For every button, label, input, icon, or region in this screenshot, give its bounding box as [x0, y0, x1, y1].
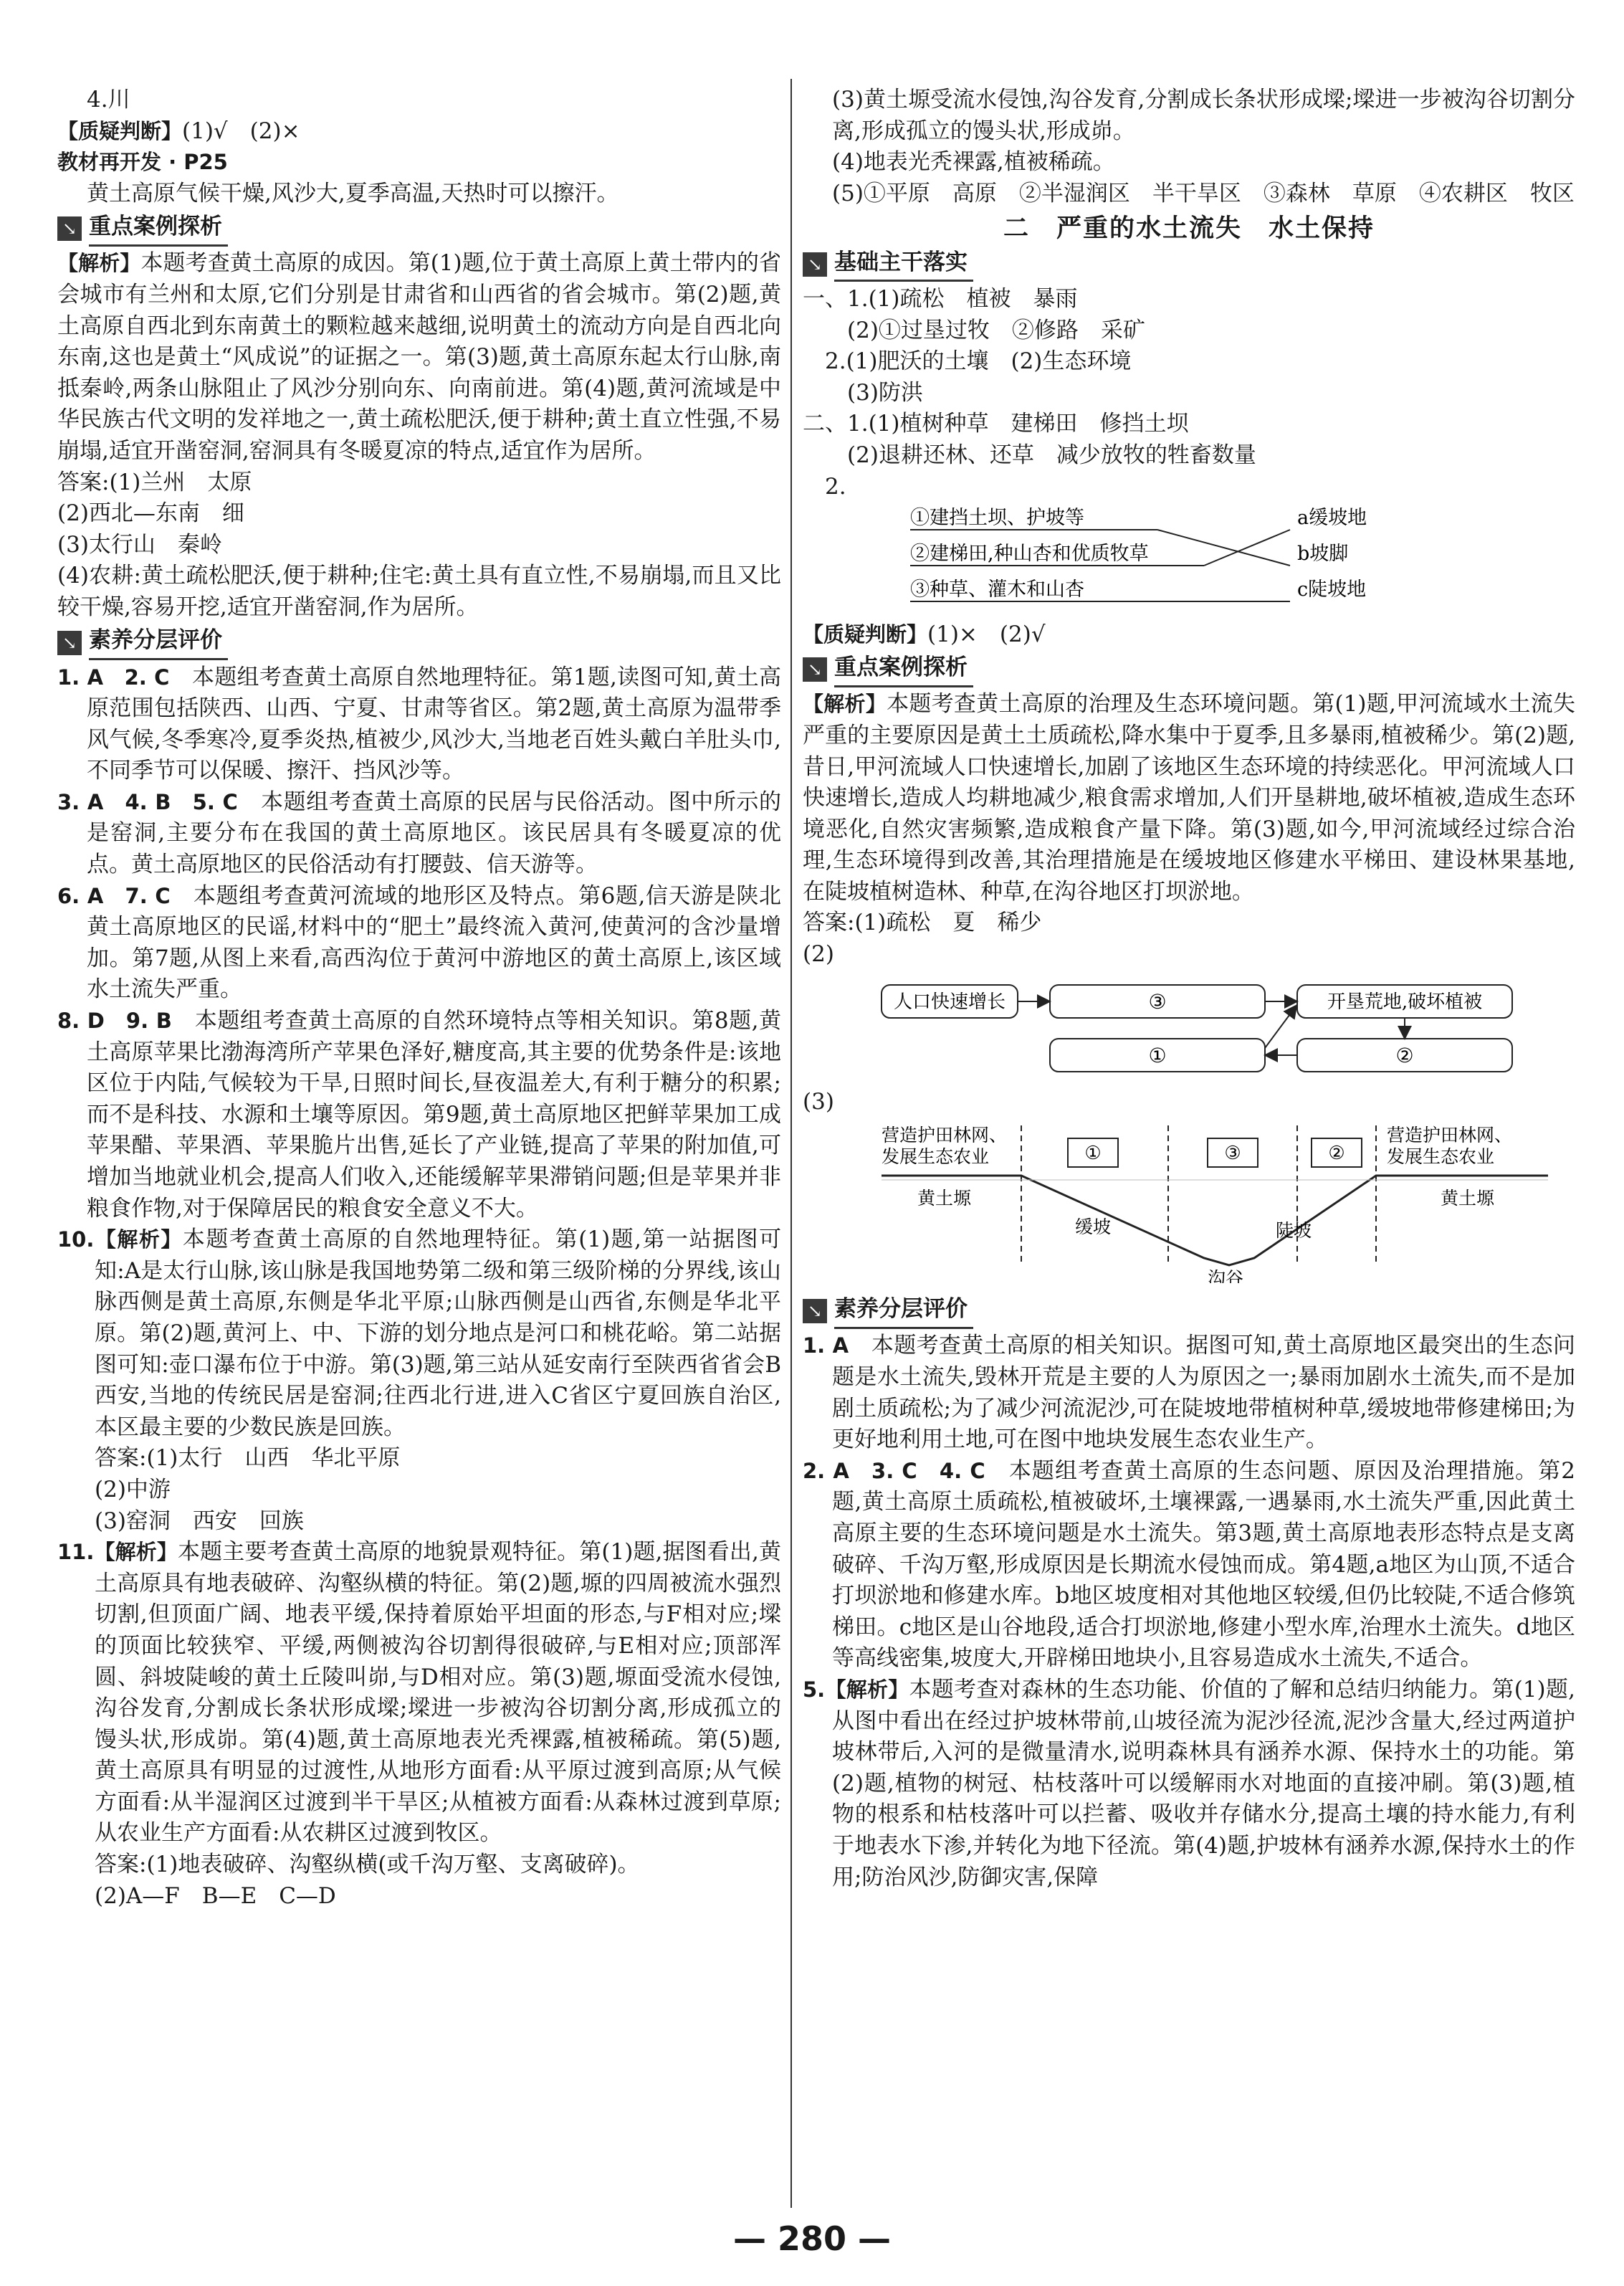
chevron-icon: ↘	[803, 657, 827, 682]
question-group: 8. D 9. B 本题组考查黄土高原的自然环境特点等相关知识。第8题,黄土高原苹果比渤海湾所产苹果色泽好,糖度高,其主要的优势条件是:该地区位于内陆,气候较为干旱,日照时间长,昼夜温差大,有利于糖分的积累;而不是科技、水源和土壤等原因。第9题,黄土高原地区把鲜苹果加工成苹果醋、苹果酒、苹果脆片出售,延长了产业链,提高了苹果的附加值,可增加当地就业机会,提高人们收入,还能缓解苹果滞销问题;但是苹果并非粮食作物,对于保障居民的粮食安全意义不大。	[57, 1008, 781, 1221]
profile-right-label-2: 发展生态农业	[1387, 1146, 1495, 1167]
textbook-line: 教材再开发 · P25	[57, 150, 228, 175]
answer-line: (2)西北—东南 细	[57, 500, 244, 527]
chevron-icon: ↘	[803, 252, 827, 277]
chevron-icon: ↘	[57, 631, 82, 655]
left-column	[57, 85, 781, 1912]
basic-line: 2.	[825, 473, 846, 500]
question-group: 6. A 7. C 本题组考查黄河流域的地形区及特点。第6题,信天游是陕北黄土高原地区的民谣,材料中的“肥土”最终流入黄河,使黄河的含沙量增加。第7题,从图上来看,高西沟位于黄河中游地区的黄土高原上,该区域水土流失严重。	[57, 882, 781, 1003]
section-header: ↘ 重点案例探析	[803, 653, 1575, 686]
matching-diagram	[803, 503, 1575, 610]
answer-line: (3)太行山 秦岭	[57, 531, 222, 558]
question-s5: 5.【解析】本题考查对森林的生态功能、价值的了解和总结归纳能力。第(1)题,从图中看出在经过护坡林带前,山坡径流为泥沙径流,泥沙含量大,经过两道护坡林带后,入河的是微量清水,说明森林具有涵养水源、保持水土的功能。第(2)题,植物的树冠、枯枝落叶可以缓解雨水对地面的直接冲刷。第(3)题,植物的根系和枯枝落叶可以拦蓄、吸收并存储水分,提高土壤的持水能力,有利于地表水下渗,并转化为地下径流。第(4)题,护坡林有涵养水源,保持水土的作用;防治风沙,防御灾害,保障	[803, 1676, 1575, 1890]
section-header: ↘ 重点案例探析	[57, 212, 781, 245]
profile-valley: 沟谷	[1208, 1267, 1244, 1283]
basic-line: (3)防洪	[847, 379, 923, 406]
profile-steep: 陡坡	[1276, 1219, 1312, 1241]
basic-line: (2)①过垦过牧 ②修路 采矿	[847, 317, 1145, 343]
answer-line: (3)窑洞 西安 回族	[95, 1508, 304, 1534]
basic-line: 二、1.(1)植树种草 建梯田 修挡土坝	[803, 411, 1189, 437]
textbook-answer: 黄土高原气候干燥,风沙大,夏季高温,天热时可以擦汗。	[87, 180, 619, 206]
basic-line: (2)退耕还林、还草 减少放牧的牲畜数量	[847, 442, 1256, 468]
section-header: ↘ 基础主干落实	[803, 248, 1575, 281]
profile-gentle: 缓坡	[1075, 1216, 1112, 1237]
answer-line: (2)中游	[95, 1476, 171, 1502]
section-header: ↘ 素养分层评价	[803, 1295, 1575, 1328]
profile-left-label-2: 发展生态农业	[882, 1146, 990, 1167]
match-right-3: c陡坡地	[1297, 578, 1367, 601]
answer-line: 答案:(1)疏松 夏 稀少	[803, 910, 1042, 936]
profile-right-label-1: 营造护田林网、	[1387, 1124, 1513, 1146]
question-s1: 1. A 本题考查黄土高原的相关知识。据图可知,黄土高原地区最突出的生态问题是水土流失,毁林开荒是主要的人为原因之一;暴雨加剧水土流失,而不是加剧土质疏松;为了减少河流泥沙,可在陡坡地带植树种草,缓坡地带修建梯田;为更好地利用土地,可在图中地块发展生态农业生产。	[803, 1333, 1575, 1453]
answer-line: 答案:(1)太行 山西 华北平原	[95, 1445, 401, 1472]
flow-diagram	[803, 971, 1575, 1078]
analysis-2: 【解析】本题考查黄土高原的治理及生态环境问题。第(1)题,甲河流域水土流失严重的主要原因是黄土土质疏松,降水集中于夏季,且多暴雨,植被稀少。第(2)题,昔日,甲河流域人口快速增长,加剧了该地区生态环境的持续恶化。甲河流域人口快速增长,造成人均耕地减少,粮食需求增加,人们开垦耕地,破坏植被,造成生态环境恶化,自然灾害频繁,造成粮食产量下降。第(3)题,如今,甲河流域经过综合治理,生态环境得到改善,其治理措施是在缓坡地区修建水平梯田、建设林果基地,在陡坡植树造林、种草,在沟谷地区打坝淤地。	[803, 691, 1575, 905]
answer-line: 答案:(1)兰州 太原	[57, 469, 252, 495]
basic-line: 2.(1)肥沃的土壤 (2)生态环境	[825, 348, 1132, 375]
column-divider	[790, 79, 792, 2208]
question-s2: 2. A 3. C 4. C 本题组考查黄土高原的生态问题、原因及治理措施。第2题,黄土高原土质疏松,植被破坏,土壤裸露,一遇暴雨,水土流失严重,因此黄土高原主要的生态环境问题是水土流失。第3题,黄土高原地表形态特点是支离破碎、千沟万壑,形成原因是长期流水侵蚀而成。第4题,a地区为山顶,不适合打坝淤地和修建水库。b地区坡度相对其他地区较缓,但仍比较陡,不适合修筑梯田。c地区是山谷地段,适合打坝淤地,修建小型水库,治理水土流失。d地区等高线密集,坡度大,开辟梯田地块小,且容易造成水土流失,不适合。	[803, 1457, 1575, 1672]
answer-line: (3)	[803, 1089, 834, 1115]
chevron-icon: ↘	[57, 216, 82, 241]
match-left-3: ③种草、灌木和山杏	[910, 578, 1084, 601]
r3: (5)①平原 高原 ②半湿润区 半干旱区 ③森林 草原 ④农耕区 牧区	[832, 180, 1575, 206]
flow-box-2: ②	[1395, 1043, 1414, 1067]
answer-line: 答案:(1)地表破碎、沟壑纵横(或千沟万壑、支离破碎)。	[95, 1852, 640, 1878]
question-10: 10.【解析】本题考查黄土高原的自然地理特征。第(1)题,第一站据图可知:A是太行山脉,该山脉是我国地势第二级和第三级阶梯的分界线,该山脉西侧是黄土高原,东侧是华北平原;山脉西侧是山西省,东侧是华北平原。第(2)题,黄河上、中、下游的划分地点是河口和桃花峪。第二站据图可知:壶口瀑布位于中游。第(3)题,第三站从延安南行至陕西省省会B西安,当地的传统民居是窑洞;往西北行进,进入C省区宁夏回族自治区,本区最主要的少数民族是回族。	[57, 1227, 782, 1440]
profile-left-label-1: 营造护田林网、	[882, 1124, 1008, 1146]
match-right-1: a缓坡地	[1297, 507, 1367, 530]
answer-line: (4)农耕:黄土疏松肥沃,便于耕种;住宅:黄土具有直立性,不易崩塌,而且又比较干燥,容易开挖,适宜开凿窑洞,作为居所。	[57, 563, 781, 620]
flow-start: 人口快速增长	[893, 991, 1006, 1013]
profile-diagram	[803, 1118, 1575, 1283]
match-left-1: ①建挡土坝、护坡等	[910, 507, 1084, 530]
flow-reclaim: 开垦荒地,破坏植被	[1327, 991, 1483, 1013]
answer-line: (2)	[803, 941, 834, 968]
profile-box-1: ①	[1084, 1142, 1102, 1164]
chevron-icon: ↘	[803, 1299, 827, 1323]
subsection-title: 二 严重的水土流失 水土保持	[1003, 214, 1375, 244]
right-column	[803, 85, 1575, 1893]
profile-yuan-right: 黄土塬	[1441, 1187, 1495, 1209]
match-left-2: ②建梯田,种山杏和优质牧草	[910, 543, 1149, 566]
analysis-1: 【解析】本题考查黄土高原的成因。第(1)题,位于黄土高原上黄土带内的省会城市有兰州和太原,它们分别是甘肃省和山西省的省会城市。第(2)题,黄土高原自西北到东南黄土的颗粒越来越细,说明黄土的流动方向是自西北向东南,这也是黄土“风成说”的证据之一。第(3)题,黄土高原东起太行山脉,南抵秦岭,两条山脉阻止了风沙分别向东、向南前进。第(4)题,黄河流域是中华民族古代文明的发祥地之一,黄土疏松肥沃,便于耕种;黄土直立性强,不易崩塌,适宜开凿窑洞,窑洞具有冬暖夏凉的特点,适宜作为居所。	[57, 250, 781, 464]
answer-line: (2)A—F B—E C—D	[95, 1882, 336, 1909]
profile-box-3: ③	[1224, 1142, 1241, 1164]
question-group: 3. A 4. B 5. C 本题组考查黄土高原的民居与民俗活动。图中所示的是窑洞,主要分布在我国的黄土高原地区。该民居具有冬暖夏凉的优点。黄土高原地区的民俗活动有打腰鼓、信天游等。	[57, 789, 781, 878]
basic-line: 一、1.(1)疏松 植被 暴雨	[803, 285, 1078, 312]
profile-box-2: ②	[1328, 1142, 1345, 1164]
match-right-2: b坡脚	[1297, 543, 1349, 566]
page-number: — 280 —	[732, 2219, 892, 2258]
judge-line-right: 【质疑判断】(1)× (2)√	[803, 621, 1046, 647]
r1: (3)黄土塬受流水侵蚀,沟谷发育,分割成长条状形成墚;墚进一步被沟谷切割分离,形成孤立的馒头状,形成峁。	[832, 87, 1575, 144]
question-group: 1. A 2. C 本题组考查黄土高原自然地理特征。第1题,读图可知,黄土高原范围包括陕西、山西、宁夏、甘肃等省区。第2题,黄土高原为温带季风气候,冬季寒冷,夏季炎热,植被少,风沙大,当地老百姓头戴白羊肚头巾,不同季节可以保暖、擦汗、挡风沙等。	[57, 664, 781, 784]
judge-line: 【质疑判断】(1)√ (2)×	[57, 118, 300, 144]
flow-box-3: ③	[1148, 989, 1167, 1014]
profile-yuan-left: 黄土塬	[917, 1187, 972, 1209]
r2: (4)地表光秃裸露,植被稀疏。	[832, 149, 1115, 176]
section-header: ↘ 素养分层评价	[57, 627, 781, 659]
question-11: 11.【解析】本题主要考查黄土高原的地貌景观特征。第(1)题,据图看出,黄土高原具有地表破碎、沟壑纵横的特征。第(2)题,塬的四周被流水强烈切割,但顶面广阔、地表平缓,保持着原始平坦面的形态,与F相对应;墚的顶面比较狭窄、平缓,两侧被沟谷切割得很破碎,与E相对应;顶部浑圆、斜坡陡峻的黄土丘陵叫峁,与D相对应。第(3)题,塬面受流水侵蚀,沟谷发育,分割成长条状形成墚;墚进一步被沟谷切割分离,形成孤立的馒头状,形成峁。第(4)题,黄土高原地表光秃裸露,植被稀疏。第(5)题,黄土高原具有明显的过渡性,从地形方面看:从平原过渡到高原;从气候方面看:从半湿润区过渡到半干旱区;从植被方面看:从森林过渡到草原;从农业生产方面看:从农耕区过渡到牧区。	[57, 1539, 781, 1847]
flow-box-1: ①	[1148, 1043, 1167, 1067]
l1: 4.川	[87, 87, 130, 113]
